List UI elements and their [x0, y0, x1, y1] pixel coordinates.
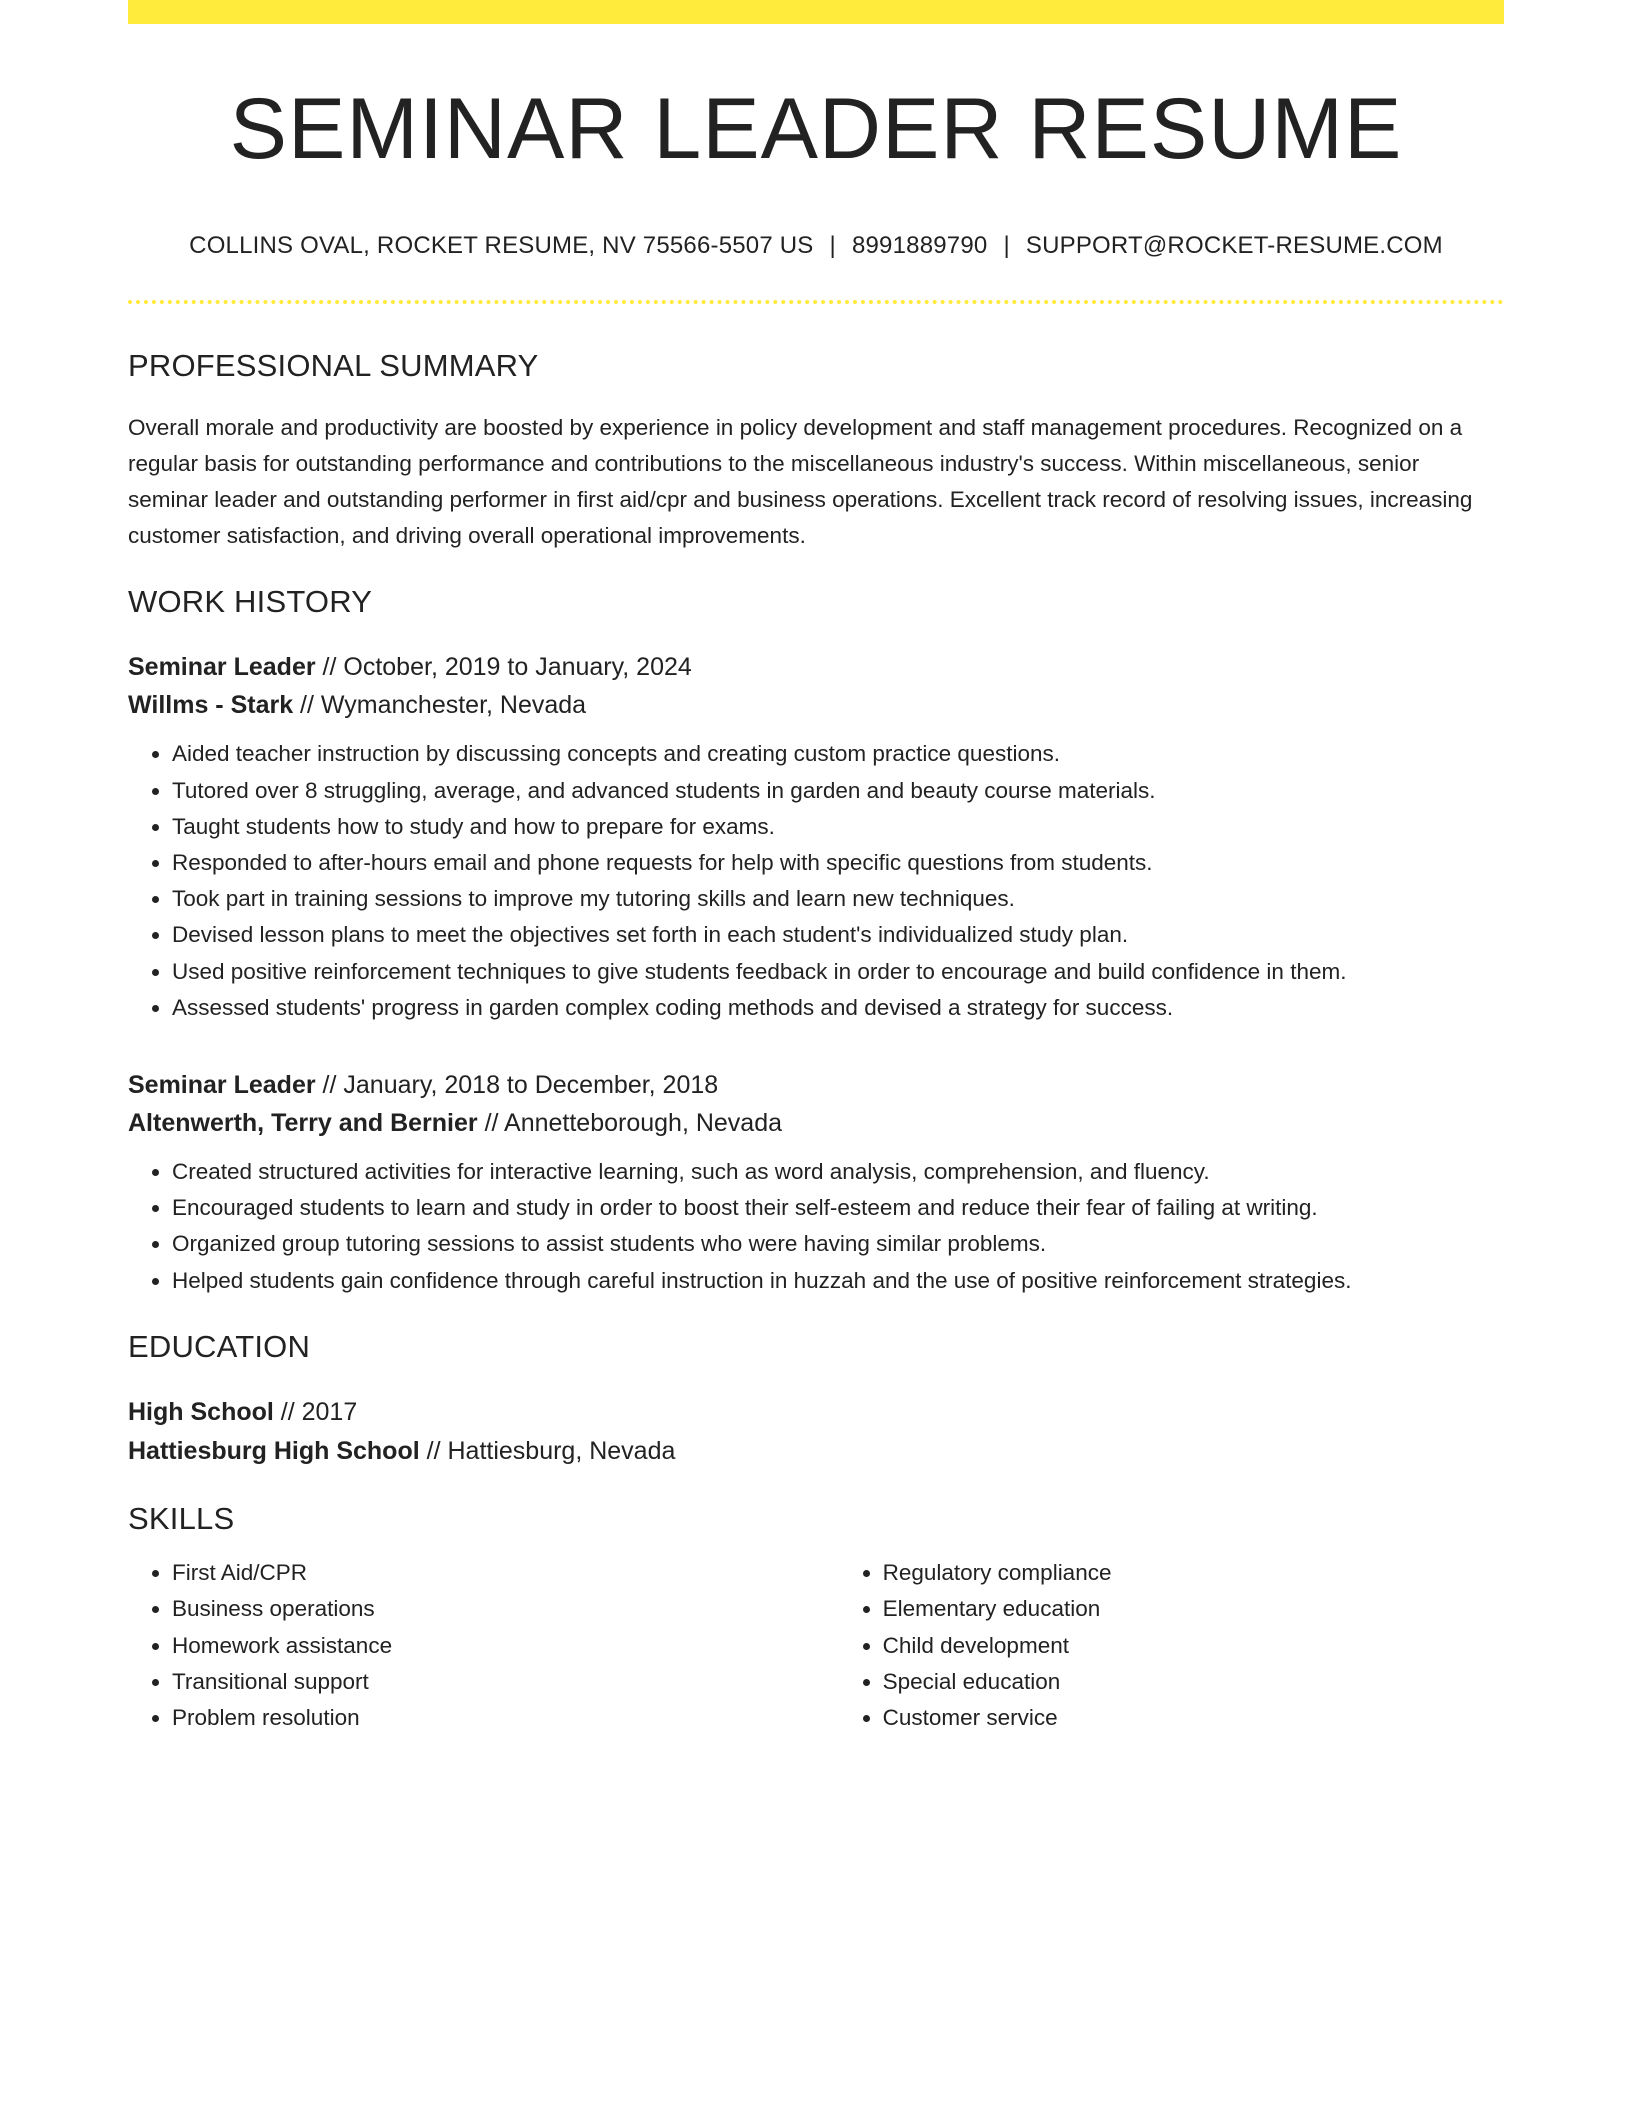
- education-degree: High School: [128, 1397, 274, 1426]
- education-heading: EDUCATION: [128, 1328, 311, 1364]
- skills-heading: SKILLS: [128, 1500, 235, 1536]
- job-entry: [128, 648, 1504, 1026]
- contact-address: COLLINS OVAL, ROCKET RESUME, NV 75566-5507 US: [189, 232, 814, 260]
- summary-heading: PROFESSIONAL SUMMARY: [128, 348, 539, 384]
- job-bullet: • Responded to after-hours email and phone requests for help with specific questions from students.: [172, 845, 1504, 881]
- job-bullet: • Created structured activities for interactive learning, such as word analysis, comprehension, and fluency.: [172, 1154, 1504, 1190]
- job-bullet: • Devised lesson plans to meet the objectives set forth in each student's individualized study plan.: [172, 917, 1504, 953]
- job-bullet: • Encouraged students to learn and study in order to boost their self-esteem and reduce their fear of failing at writing.: [172, 1190, 1504, 1226]
- skill-item: • Child development: [883, 1628, 1504, 1664]
- skill-item: • Business operations: [172, 1591, 839, 1627]
- job-location: Annetteborough, Nevada: [504, 1108, 783, 1137]
- skill-item: • Homework assistance: [172, 1628, 839, 1664]
- job-bullet: • Helped students gain confidence through careful instruction in huzzah and the use of positive reinforcement strategies.: [172, 1263, 1504, 1299]
- resume-page: [128, 0, 1504, 1737]
- education-year: 2017: [301, 1397, 358, 1426]
- work-history-heading: WORK HISTORY: [128, 584, 373, 620]
- job-title-line: [128, 648, 1504, 686]
- contact-separator: |: [1003, 232, 1010, 260]
- education-school-line: [128, 1432, 1504, 1471]
- job-bullet: • Used positive reinforcement techniques to give students feedback in order to encourage and build confidence in them.: [172, 954, 1504, 990]
- divider: //: [419, 1436, 448, 1465]
- dotted-divider: [128, 300, 1504, 304]
- skill-item: • First Aid/CPR: [172, 1555, 839, 1591]
- skill-item: • Problem resolution: [172, 1700, 839, 1736]
- job-company: Willms - Stark: [128, 691, 294, 720]
- accent-top-bar: [128, 0, 1504, 24]
- skill-item: • Elementary education: [883, 1591, 1504, 1627]
- job-dates: October, 2019 to January, 2024: [343, 653, 692, 682]
- education-entry: [128, 1393, 1504, 1471]
- job-entry: [128, 1066, 1504, 1299]
- divider: //: [293, 691, 321, 720]
- job-bullet: • Organized group tutoring sessions to assist students who were having similar problems.: [172, 1226, 1504, 1262]
- divider: //: [273, 1397, 302, 1426]
- job-title-line: [128, 1066, 1504, 1104]
- education-location: Hattiesburg, Nevada: [447, 1436, 676, 1465]
- job-bullet: • Taught students how to study and how to prepare for exams.: [172, 809, 1504, 845]
- skills-columns: [128, 1555, 1504, 1737]
- job-title: Seminar Leader: [128, 1070, 316, 1099]
- job-company-line: [128, 1104, 1504, 1142]
- job-location: Wymanchester, Nevada: [320, 691, 587, 720]
- job-bullet: • Aided teacher instruction by discussing concepts and creating custom practice questions.: [172, 736, 1504, 772]
- summary-text: Overall morale and productivity are boosted by experience in policy development and staff management procedures. Recognized on a regular basis for outstanding performance and contributions to the miscellaneous industry's success. Within miscellaneous, senior seminar leader and outstanding performer in first aid/cpr and business operations. Excellent track record of resolving issues, increasing customer satisfaction, and driving overall operational improvements.: [128, 415, 1473, 549]
- skills-left-list: [128, 1555, 839, 1737]
- job-bullet: • Tutored over 8 struggling, average, and advanced students in garden and beauty course materials.: [172, 773, 1504, 809]
- divider: //: [315, 1070, 344, 1099]
- contact-line: [128, 232, 1504, 260]
- skill-item: • Customer service: [883, 1700, 1504, 1736]
- job-bullets: [128, 736, 1504, 1026]
- contact-separator: |: [829, 232, 836, 260]
- job-bullets: [128, 1154, 1504, 1299]
- job-bullet: • Assessed students' progress in garden complex coding methods and devised a strategy for success.: [172, 990, 1504, 1026]
- divider: //: [315, 653, 344, 682]
- job-dates: January, 2018 to December, 2018: [343, 1070, 719, 1099]
- skill-item: • Special education: [883, 1664, 1504, 1700]
- contact-email: SUPPORT@ROCKET-RESUME.COM: [1025, 232, 1443, 260]
- skills-right-list: [839, 1555, 1504, 1737]
- divider: //: [477, 1108, 505, 1137]
- job-company-line: [128, 686, 1504, 724]
- skill-item: • Regulatory compliance: [883, 1555, 1504, 1591]
- job-company: Altenwerth, Terry and Bernier: [128, 1108, 478, 1137]
- contact-phone: 8991889790: [851, 232, 988, 260]
- education-degree-line: [128, 1393, 1504, 1432]
- job-bullet: • Took part in training sessions to improve my tutoring skills and learn new techniques.: [172, 881, 1504, 917]
- job-title: Seminar Leader: [128, 653, 316, 682]
- education-school: Hattiesburg High School: [128, 1436, 420, 1465]
- resume-title: SEMINAR LEADER RESUME: [229, 81, 1403, 177]
- skill-item: • Transitional support: [172, 1664, 839, 1700]
